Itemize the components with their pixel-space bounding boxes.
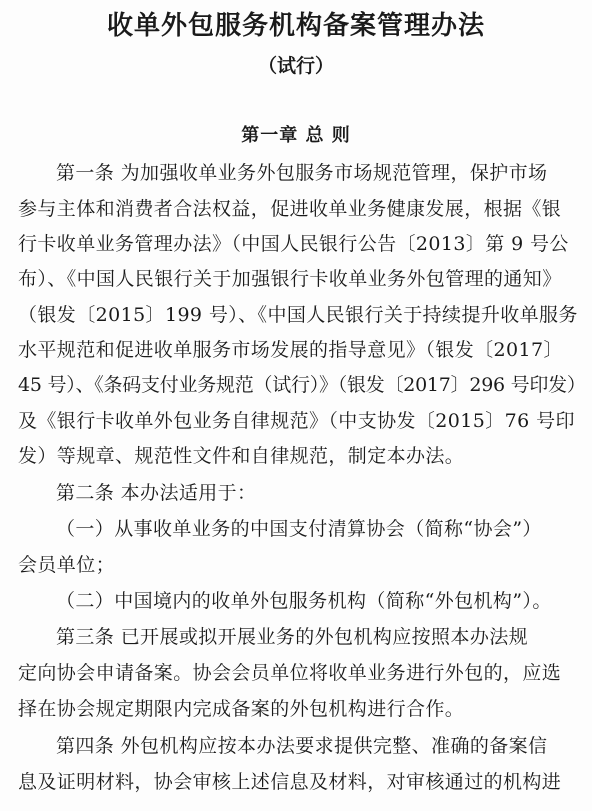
chapter-heading: 第一章 总 则 <box>241 125 351 146</box>
text-line: （银发〔2015〕199 号）、《中国人民银行关于持续提升收单服务 <box>18 304 578 326</box>
text-line: 息及证明材料，协会审核上述信息及材料，对审核通过的机构进 <box>18 771 562 793</box>
text-line: 第二条 本办法适用于： <box>56 482 257 504</box>
text-line: 水平规范和促进收单服务市场发展的指导意见》（银发〔2017〕 <box>18 339 563 361</box>
text-line: 布）、《中国人民银行关于加强银行卡收单业务外包管理的通知》 <box>18 268 562 290</box>
text-line: 择在协会规定期限内完成备案的外包机构进行合作。 <box>18 698 465 720</box>
text-line: 第四条 外包机构应按本办法要求提供完整、准确的备案信 <box>56 735 548 757</box>
text-line: 45 号）、《条码支付业务规范（试行）》（银发〔2017〕296 号印发） <box>18 374 586 396</box>
text-line: 行卡收单业务管理办法》（中国人民银行公告〔2013〕第 9 号公 <box>18 233 569 255</box>
text-line: 发）等规章、规范性文件和自律规范，制定本办法。 <box>18 445 465 467</box>
document-subtitle: （试行） <box>257 55 334 77</box>
text-line: 定向协会申请备案。协会会员单位将收单业务进行外包的，应选 <box>18 662 562 684</box>
text-line: （一）从事收单业务的中国支付清算协会（简称“协会”） <box>56 518 542 540</box>
document-title: 收单外包服务机构备案管理办法 <box>106 11 485 41</box>
text-line: （二）中国境内的收单外包服务机构（简称“外包机构”）。 <box>56 590 552 612</box>
text-line: 第一条 为加强收单业务外包服务市场规范管理，保护市场 <box>56 162 548 184</box>
text-line: 会员单位； <box>18 554 116 576</box>
text-line: 第三条 已开展或拟开展业务的外包机构应按照本办法规 <box>56 626 529 648</box>
text-line: 及《银行卡收单外包业务自律规范》（中支协发〔2015〕76 号印 <box>18 410 575 432</box>
text-line: 参与主体和消费者合法权益，促进收单业务健康发展，根据《银 <box>18 198 562 220</box>
